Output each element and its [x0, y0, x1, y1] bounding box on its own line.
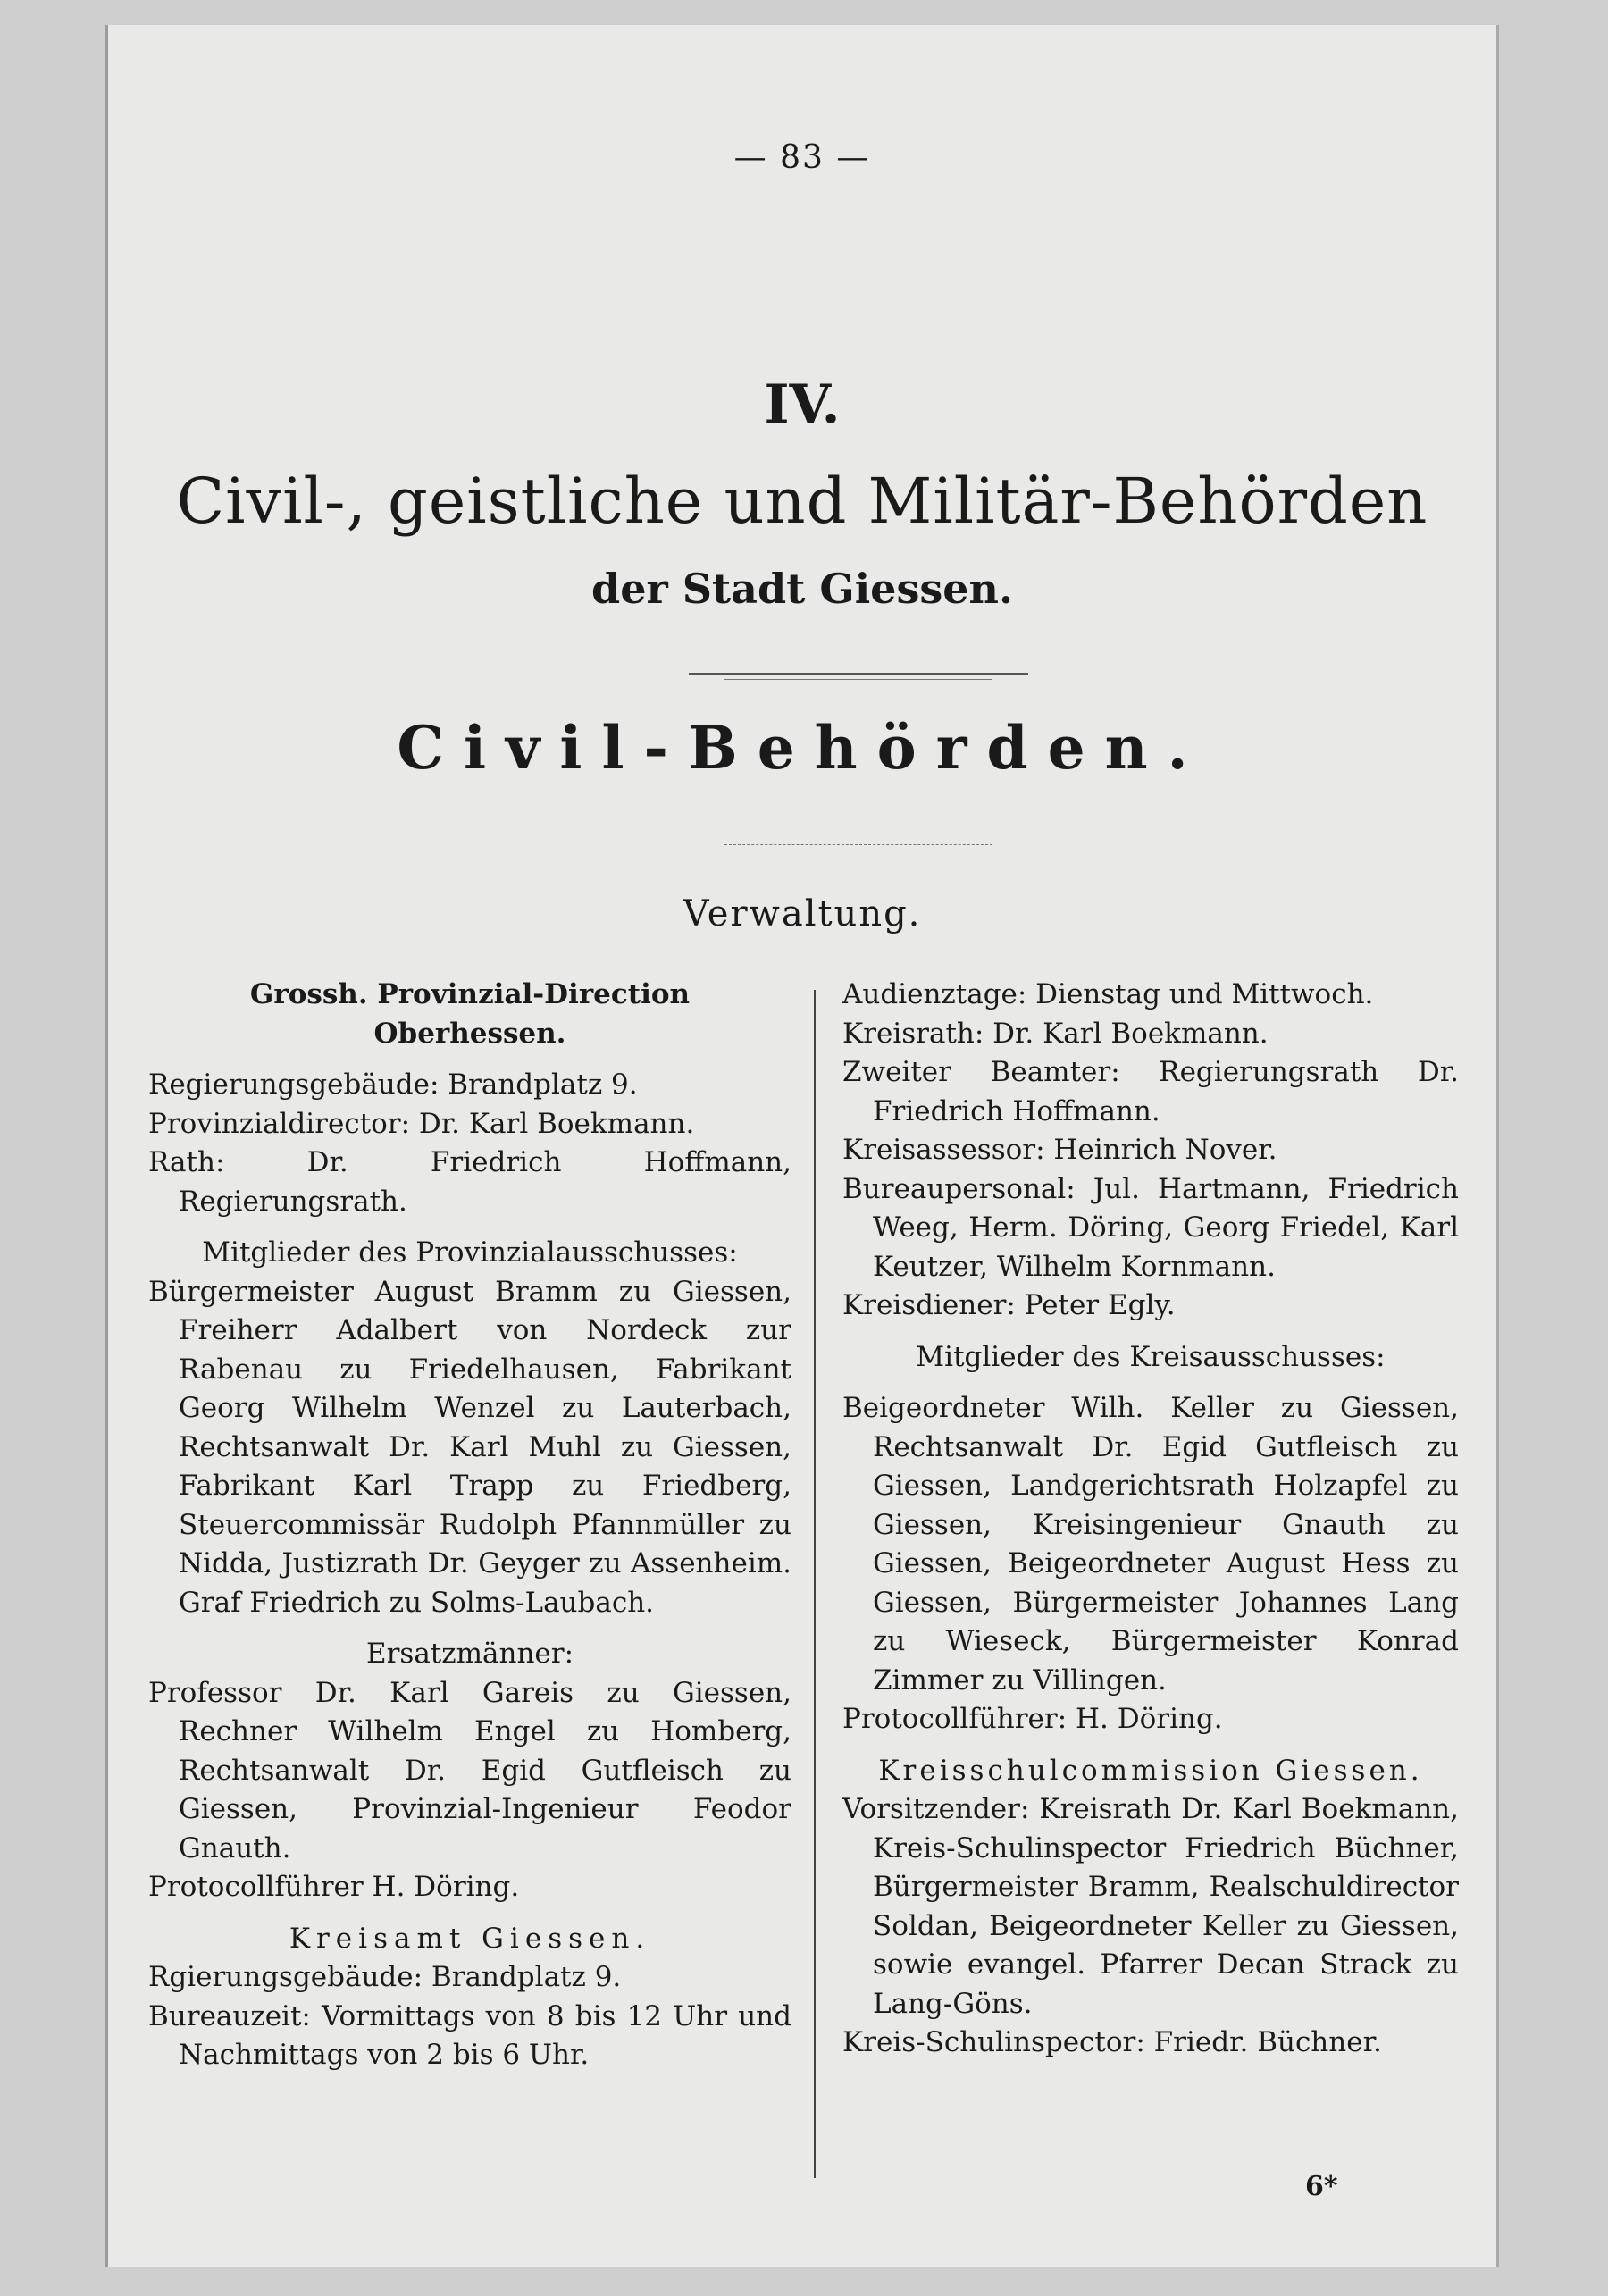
schulinspector: Kreis-Schulinspector: Friedr. Büchner.	[842, 2026, 1382, 2058]
chapter-number: IV.	[764, 373, 841, 436]
kreisausschuss-text: Beigeordneter Wilh. Keller zu Giessen, Rechtsanwalt Dr. Egid Gutfleisch zu Giessen, Landgerichtsrath Holzapfel zu Giessen, Kreisingenieur Gnauth zu Giessen, Beigeordneter August Hess zu Giessen, Bürgermeister Johannes Lang zu Wieseck, Bürgermeister Konrad Zimmer zu Villingen.	[842, 1392, 1459, 1697]
column-divider	[814, 990, 816, 2178]
kreisamt-heading: Kreisamt Giessen.	[289, 1922, 651, 1955]
title-rule-thin	[724, 679, 992, 680]
mitglieder-heading: Mitglieder des Provinzialausschusses:	[202, 1236, 738, 1269]
kreisausschuss-heading: Mitglieder des Kreisausschusses:	[916, 1340, 1386, 1373]
right-column	[842, 976, 1459, 2063]
bureauzeit: Bureauzeit: Vormittags von 8 bis 12 Uhr und Nachmittags von 2 bis 6 Uhr.	[148, 1999, 791, 2071]
left-column	[148, 976, 791, 2075]
provinzialdirector: Provinzialdirector: Dr. Karl Boekmann.	[148, 1107, 695, 1140]
kreisrath: Kreisrath: Dr. Karl Boekmann.	[842, 1017, 1269, 1050]
section-rule	[724, 844, 992, 845]
page-subtitle: der Stadt Giessen.	[591, 565, 1013, 613]
regierungsgebaeude: Regierungsgebäude: Brandplatz 9.	[148, 1068, 638, 1101]
page-title: Civil-, geistliche und Militär-Behörden	[176, 465, 1428, 538]
protocollfuehrer: Protocollführer H. Döring.	[148, 1871, 520, 1903]
kreisassessor: Kreisassessor: Heinrich Nover.	[842, 1134, 1277, 1166]
mitglieder-text: Bürgermeister August Bramm zu Giessen, Freiherr Adalbert von Nordeck zur Rabenau zu Friedelhausen, Fabrikant Georg Wilhelm Wenzel zu Lauterbach, Rechtsanwalt Dr. Karl Muhl zu Giessen, Fabrikant Karl Trapp zu Friedberg, Steuercommissär Rudolph Pfannmüller zu Nidda, Justizrath Dr. Geyger zu Assenheim. Graf Friedrich zu Solms-Laubach.	[148, 1275, 791, 1619]
subsection-heading: Verwaltung.	[683, 893, 922, 934]
signature-mark: 6*	[1305, 2171, 1338, 2202]
section-heading: Civil-Behörden.	[397, 713, 1208, 783]
vorsitzender: Vorsitzender: Kreisrath Dr. Karl Boekmann, Kreis-Schulinspector Friedrich Büchner, Bürgermeister Bramm, Realschuldirector Soldan, Beigeordneter Keller zu Giessen, sowie evangel. Pfarrer Decan Strack zu Lang-Göns.	[842, 1793, 1459, 2020]
audienztage: Audienztage: Dienstag und Mittwoch.	[842, 978, 1374, 1010]
kreisschul-heading: Kreisschulcommission Giessen.	[878, 1754, 1423, 1787]
ersatz-text: Professor Dr. Karl Gareis zu Giessen, Rechner Wilhelm Engel zu Homberg, Rechtsanwalt Dr. Egid Gutfleisch zu Giessen, Provinzial-Ingenieur Feodor Gnauth.	[148, 1676, 791, 1864]
book-page	[105, 25, 1499, 2267]
kreisdiener: Kreisdiener: Peter Egly.	[842, 1289, 1176, 1321]
title-rule	[689, 673, 1028, 675]
zweiter-beamter: Zweiter Beamter: Regierungsrath Dr. Friedrich Hoffmann.	[842, 1056, 1459, 1127]
kreisamt-gebaeude: Rgierungsgebäude: Brandplatz 9.	[148, 1961, 622, 1993]
left-heading-1: Grossh. Provinzial-Direction	[249, 978, 691, 1010]
ersatz-heading: Ersatzmänner:	[365, 1638, 574, 1670]
bureaupersonal: Bureaupersonal: Jul. Hartmann, Friedrich Weeg, Herm. Döring, Georg Friedel, Karl Keutzer, Wilhelm Kornmann.	[842, 1172, 1459, 1283]
protocollfuehrer-kreis: Protocollführer: H. Döring.	[842, 1703, 1223, 1735]
left-heading-2: Oberhessen.	[373, 1017, 566, 1050]
page-number: — 83 —	[733, 139, 871, 176]
rath: Rath: Dr. Friedrich Hoffmann, Regierungsrath.	[148, 1146, 791, 1218]
